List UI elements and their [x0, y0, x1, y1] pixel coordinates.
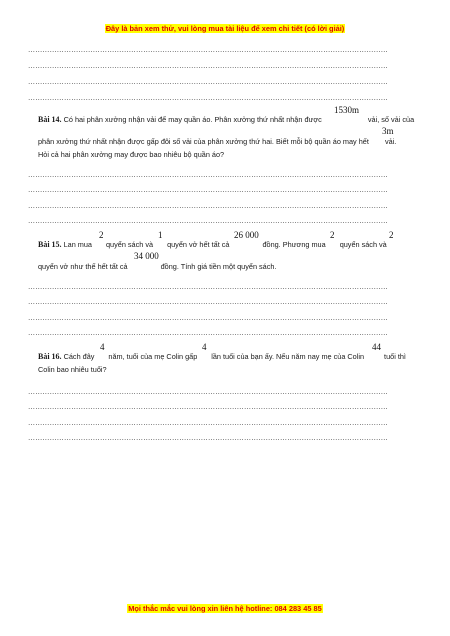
value-3m: 3m: [382, 126, 394, 136]
value-2-books-b: 2: [330, 230, 335, 240]
problem-14-label: Bài 14.: [38, 115, 62, 124]
answer-line: ……………………………………………………………………………………………………………………………………: [28, 298, 388, 306]
answer-line: ……………………………………………………………………………………………………………………………………: [28, 403, 388, 411]
value-44: 44: [372, 342, 381, 352]
problem-16-line-2: Colin bao nhiêu tuổi?: [38, 365, 107, 374]
answer-line: ……………………………………………………………………………………………………………………………………: [28, 217, 388, 225]
value-4-years: 4: [100, 342, 105, 352]
value-1530m: 1530m: [334, 105, 360, 115]
answer-line: ……………………………………………………………………………………………………………………………………: [28, 62, 388, 70]
value-2-books: 2: [99, 230, 104, 240]
answer-line: ……………………………………………………………………………………………………………………………………: [28, 94, 388, 102]
problem-14-line-2: phân xưởng thứ nhất nhận được gấp đôi số vải của phân xưởng thứ hai. Biết mỗi bộ quần áo may hết vải.: [38, 137, 397, 146]
problem-15-line-2: quyển vở như thế hết tất cả đồng. Tính giá tiền một quyển sách.: [38, 262, 277, 271]
problem-15-line-1: Bài 15. Lan mua quyển sách và quyển vở hết tất cả đồng. Phương mua quyển sách và: [38, 240, 387, 249]
answer-line: ……………………………………………………………………………………………………………………………………: [28, 46, 388, 54]
answer-line: ……………………………………………………………………………………………………………………………………: [28, 434, 388, 442]
answer-line: ……………………………………………………………………………………………………………………………………: [28, 186, 388, 194]
problem-15-label: Bài 15.: [38, 240, 62, 249]
answer-line: ……………………………………………………………………………………………………………………………………: [28, 78, 388, 86]
answer-line: ……………………………………………………………………………………………………………………………………: [28, 314, 388, 322]
answer-line: ……………………………………………………………………………………………………………………………………: [28, 419, 388, 427]
answer-line: ……………………………………………………………………………………………………………………………………: [28, 283, 388, 291]
problem-14-line-1: Bài 14. Có hai phân xưởng nhận vải để may quần áo. Phân xưởng thứ nhất nhận được vải, số vải của: [38, 115, 415, 124]
value-4-times: 4: [202, 342, 207, 352]
value-34000: 34 000: [134, 251, 159, 261]
value-1-notebook: 1: [158, 230, 163, 240]
answer-line: ……………………………………………………………………………………………………………………………………: [28, 388, 388, 396]
problem-14-line-3: Hỏi cả hai phân xưởng may được bao nhiêu bộ quần áo?: [38, 150, 225, 159]
value-2-notebooks: 2: [389, 230, 394, 240]
problem-16-label: Bài 16.: [38, 352, 62, 361]
value-26000: 26 000: [234, 230, 259, 240]
problem-16-line-1: Bài 16. Cách đây năm, tuổi của mẹ Colin gấp lần tuổi của bạn ấy. Nếu năm nay mẹ của Colin tuổi thì: [38, 352, 406, 361]
answer-line: ……………………………………………………………………………………………………………………………………: [28, 329, 388, 337]
answer-line: ……………………………………………………………………………………………………………………………………: [28, 171, 388, 179]
preview-notice: Đây là bản xem thử, vui lòng mua tài liệu để xem chi tiết (có lời giải): [105, 24, 345, 33]
answer-line: ……………………………………………………………………………………………………………………………………: [28, 202, 388, 210]
hotline-notice: Mọi thắc mắc vui lòng xin liên hệ hotline: 084 283 45 85: [128, 604, 322, 613]
